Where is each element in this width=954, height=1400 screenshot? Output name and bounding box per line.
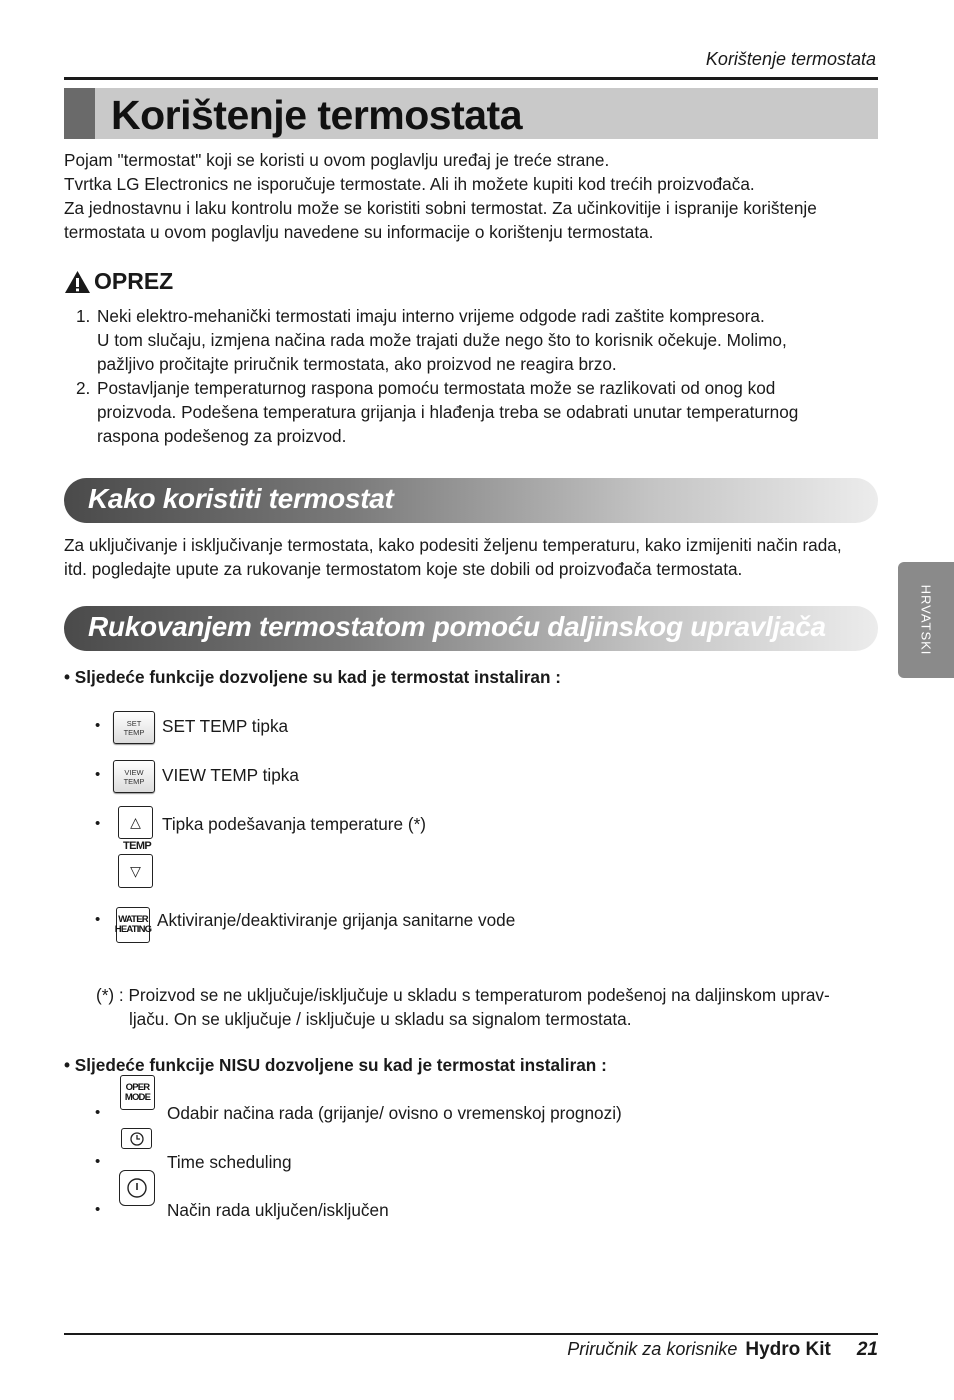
allowed-functions-title: • Sljedeće funkcije dozvoljene su kad je termostat instaliran : [64, 667, 561, 687]
bullet: • [95, 911, 101, 928]
key-label: MODE [124, 1091, 151, 1103]
top-rule [64, 77, 878, 80]
section-text: Za uključivanje i isključivanje termostata, kako podesiti željenu temperaturu, kako izmijeniti način rada, itd. pogledajte upute za rukovanje termostatom koje ste dobili od proizvođača termostata. [64, 535, 842, 579]
bullet: • [95, 1153, 101, 1170]
caution-heading [64, 268, 173, 295]
intro-text [64, 148, 884, 244]
page-title: Korištenje termostata [111, 92, 523, 138]
running-header: Korištenje termostata [705, 49, 876, 69]
section-heading: Kako koristiti termostat [88, 483, 394, 514]
caution-item-line: pažljivo pročitajte priručnik termostata, ako proizvod ne reagira brzo. [97, 354, 617, 374]
bullet: • [95, 766, 101, 783]
oper-mode-icon [120, 1075, 155, 1110]
caution-item-line: Neki elektro-mehanički termostati imaju interno vrijeme odgode radi zaštite kompresora. [97, 306, 765, 326]
not-allowed-item-label: Time scheduling [167, 1152, 292, 1172]
key-label: TEMP [123, 776, 145, 786]
power-icon [119, 1170, 155, 1206]
view-temp-icon [113, 760, 155, 793]
temp-key-label: TEMP [123, 840, 152, 852]
bottom-rule [64, 1333, 878, 1335]
bullet: • [95, 717, 101, 734]
bullet: • [95, 815, 101, 832]
key-label: WATER [118, 914, 148, 925]
caution-item-number: 2. [76, 378, 91, 398]
page-number: 21 [856, 1339, 878, 1360]
intro-line: Tvrtka LG Electronics ne isporučuje termostate. Ali ih možete kupiti kod trećih proizvođača. [64, 174, 755, 194]
bullet: • [95, 1104, 101, 1121]
not-allowed-item-label: Odabir načina rada (grijanje/ ovisno o vremenskoj prognozi) [167, 1103, 622, 1123]
title-mark [64, 88, 95, 139]
warning-icon [64, 270, 91, 294]
section-heading: Rukovanjem termostatom pomoću daljinskog upravljača [88, 611, 826, 642]
set-temp-icon [113, 711, 155, 744]
clock-glyph [129, 1131, 145, 1147]
caution-item [76, 376, 866, 448]
footnote-line: (*) : Proizvod se ne uključuje/isključuje u skladu s temperaturom podešenoj na daljinskom uprav- [96, 985, 830, 1005]
caution-list [76, 304, 866, 448]
caution-item-line: proizvoda. Podešena temperatura grijanja i hlađenja treba se odabrati unutar temperaturnog [97, 402, 799, 422]
footer-manual-label: Priručnik za korisnike [567, 1339, 738, 1359]
key-label: VIEW [124, 767, 144, 777]
allowed-item-label: VIEW TEMP tipka [162, 765, 299, 785]
language-tab [898, 562, 954, 678]
footer-product: Hydro Kit [745, 1339, 831, 1360]
down-arrow-glyph: ▽ [130, 862, 141, 879]
key-label: OPER [125, 1081, 150, 1093]
footnote-line: ljaču. On se uključuje / isključuje u skladu sa signalom termostata. [129, 1009, 632, 1029]
key-label: SET [126, 718, 142, 728]
caution-item-line: U tom slučaju, izmjena načina rada može trajati duže nego što to korisnik očekuje. Molimo, [97, 330, 787, 350]
not-allowed-item-label: Način rada uključen/isključen [167, 1200, 389, 1220]
key-label: TEMP [123, 727, 145, 737]
temp-up-icon [118, 806, 153, 839]
section-heading-bar [64, 606, 878, 651]
caution-item-line: Postavljanje temperaturnog raspona pomoću termostata može se razlikovati od onog kod [97, 378, 776, 398]
language-tab-label: HRVATSKI [918, 584, 934, 656]
temp-down-icon [118, 854, 153, 888]
title-bar [64, 88, 878, 139]
not-allowed-functions-title: • Sljedeće funkcije NISU dozvoljene su kad je termostat instaliran : [64, 1055, 607, 1075]
intro-line: Za jednostavnu i laku kontrolu može se koristiti sobni termostat. Za učinkovitije i ispranije korištenje termostata u ovom poglavlju navedene su informacije o korištenju termostata. [64, 198, 817, 242]
section-heading-bar [64, 478, 878, 523]
footnote [96, 983, 881, 1031]
caution-label: OPREZ [94, 268, 174, 294]
footer [567, 1339, 878, 1361]
up-arrow-glyph: △ [130, 814, 141, 830]
caution-item-number: 1. [76, 306, 91, 326]
clock-icon [121, 1128, 152, 1149]
intro-line: Pojam "termostat" koji se koristi u ovom poglavlju uređaj je treće strane. [64, 150, 610, 170]
water-heating-icon [116, 907, 150, 943]
allowed-item-label: Aktiviranje/deaktiviranje grijanja sanitarne vode [157, 910, 516, 930]
allowed-item-label: Tipka podešavanja temperature (*) [162, 814, 426, 834]
allowed-item-label: SET TEMP tipka [162, 716, 289, 736]
key-label: HEATING [114, 924, 152, 935]
caution-item [76, 304, 866, 376]
caution-item-line: raspona podešenog za proizvod. [97, 426, 347, 446]
power-glyph [125, 1176, 149, 1200]
bullet: • [95, 1201, 101, 1218]
